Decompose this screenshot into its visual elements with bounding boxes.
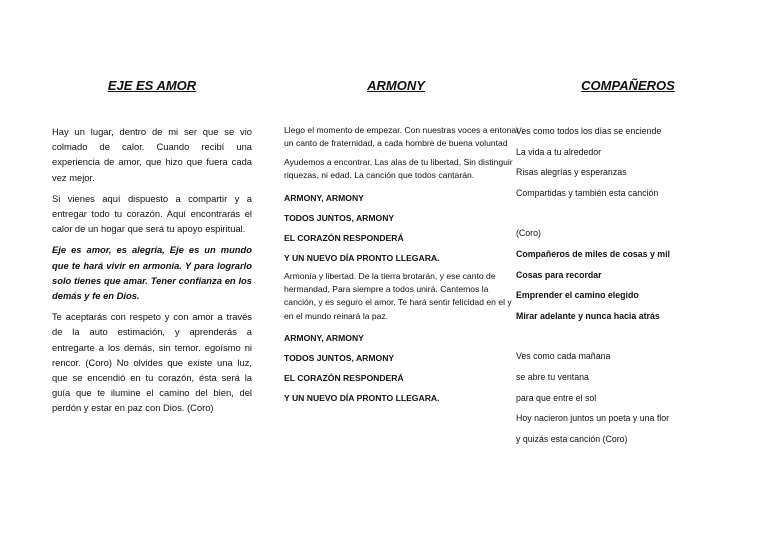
verse-line: Hoy nacieron juntos un poeta y una flor bbox=[516, 413, 670, 424]
column-eje-es-amor bbox=[52, 124, 252, 422]
paragraph: Llego el momento de empezar. Con nuestras voces a entonar un canto de fraternidad, a cada hombre de buena voluntad bbox=[284, 125, 520, 149]
title-companeros: COMPAÑEROS bbox=[581, 78, 675, 93]
chorus-line: TODOS JUNTOS, ARMONY bbox=[284, 353, 395, 364]
chorus-line: Cosas para recordar bbox=[516, 269, 602, 280]
coro-label: (Coro) bbox=[516, 228, 541, 239]
title-eje-es-amor: EJE ES AMOR bbox=[107, 78, 197, 93]
chorus-line: Emprender el camino elegido bbox=[516, 290, 639, 301]
verse-line: se abre tu ventana bbox=[516, 371, 589, 382]
verse-line: Risas alegrías y esperanzas bbox=[516, 167, 627, 178]
paragraph: Ayudemos a encontrar, Las alas de tu libertad, Sin distinguir riquezas, ni edad. La canción que todos cantarán. bbox=[284, 156, 513, 181]
column-companeros bbox=[516, 124, 736, 452]
verse-line: Compartidas y también esta canción bbox=[516, 187, 659, 198]
spacer bbox=[516, 206, 736, 226]
chorus-line: Y UN NUEVO DÍA PRONTO LLEGARA. bbox=[284, 252, 440, 263]
paragraph: Te aceptarás con respeto y con amor a través de la auto estimación, y aprenderás a entregarte a los demás, sin temor. egoísmo ni rencor. (Coro) No olvides que existe una luz, que se encendió en tu corazón, ésta será la guía que te ilumine el camino del bien, del perdón y estar en paz con Dios. (Coro) bbox=[52, 311, 252, 414]
verse-line: Ves como todos los días se enciende bbox=[516, 126, 662, 136]
verse-line: La vida a tu alrededor bbox=[516, 146, 602, 157]
chorus-line: Mirar adelante y nunca hacia atrás bbox=[516, 310, 660, 321]
paragraph: Armonía y libertad. De la tierra brotarán, y ese canto de hermandad, Para siempre a todos unirá. Cantemos la canción, y es seguro el amor. Te hará sentir felicidad en el y en el mundo reinará la paz. bbox=[284, 270, 512, 321]
title-armony: ARMONY bbox=[367, 78, 425, 93]
verse-line: Ves como cada mañana bbox=[516, 351, 611, 362]
chorus-line: ARMONY, ARMONY bbox=[284, 192, 364, 203]
verse-line: para que entre el sol bbox=[516, 392, 597, 403]
chorus-paragraph: Eje es amor, es alegría, Eje es un mundo que te hará vivir en armonía. Y para lograrlo solo tienes que amar. Tener confianza en los demás y fe en Dios. bbox=[52, 244, 252, 302]
column-armony bbox=[284, 124, 520, 408]
paragraph: Si vienes aquí dispuesto a compartir y a entregar todo tu corazón. Aquí encontrarás el calor de un hogar que será tu apoyo espiritual. bbox=[52, 192, 252, 235]
chorus-line: ARMONY, ARMONY bbox=[284, 333, 364, 344]
paragraph: Hay un lugar, dentro de mi ser que se vio colmado de calor. Cuando recibí una experiencia de amor, que hizo que fuera cada vez mejor. bbox=[52, 126, 252, 183]
spacer bbox=[516, 329, 736, 349]
chorus-line: EL CORAZÓN RESPONDERÁ bbox=[284, 232, 404, 243]
chorus-line: EL CORAZÓN RESPONDERÁ bbox=[284, 373, 404, 384]
chorus-line: Compañeros de miles de cosas y mil bbox=[516, 248, 671, 259]
verse-line: y quizás esta canción (Coro) bbox=[516, 433, 628, 444]
chorus-line: TODOS JUNTOS, ARMONY bbox=[284, 212, 395, 223]
chorus-line: Y UN NUEVO DÍA PRONTO LLEGARA. bbox=[284, 393, 440, 404]
